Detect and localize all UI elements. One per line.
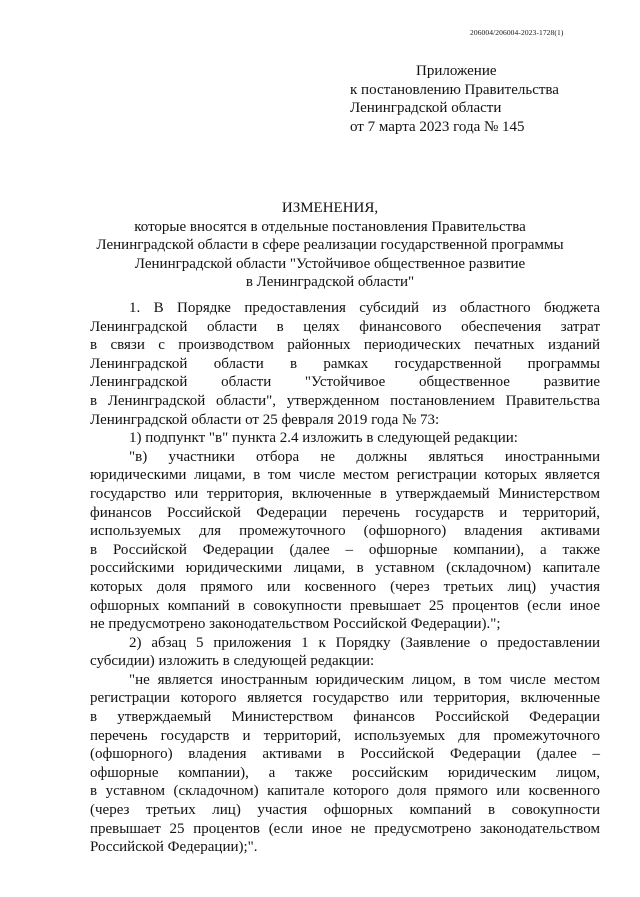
appendix-line: Ленинградской области (350, 100, 502, 116)
body-line: 1) подпункт "в" пункта 2.4 изложить в следующей редакции: (129, 430, 518, 447)
registration-number: 206004/206004-2023-1728(1) (470, 28, 564, 37)
body-line: финансов Российской Федерации перечень государств и территорий, (90, 504, 600, 521)
body-line: (через третьих лиц) участия офшорных компаний в совокупности (90, 802, 600, 819)
document-body (90, 299, 600, 857)
appendix-line: Приложение (416, 63, 497, 79)
body-line: государство или территория, включенные в утверждаемый Министерством (90, 485, 600, 502)
body-line: используемых для промежуточного (офшорного) владения активами (90, 523, 600, 540)
body-line: регистрации которого является государство или территория, включенные (90, 690, 600, 707)
body-line: в уставном (складочном) капитале которого доля прямого или косвенного (90, 783, 600, 800)
body-line: "в) участники отбора не должны являться иностранными (129, 448, 600, 465)
body-line: превышает 25 процентов (если иное не предусмотрено законодательством (90, 820, 600, 837)
body-line: в утверждаемый Министерством финансов Российской Федерации (90, 709, 600, 726)
body-line: в связи с производством районных периодических печатных изданий (90, 337, 600, 354)
title-line: которые вносятся в отдельные постановления Правительства (134, 218, 526, 235)
appendix-line: от 7 марта 2023 года № 145 (350, 118, 525, 135)
body-line: юридическими лицами, в том числе местом регистрации которых является (90, 467, 600, 484)
body-line: "не является иностранным юридическим лицом, в том числе местом (129, 671, 600, 688)
title-line: Ленинградской области "Устойчивое общественное развитие (134, 255, 526, 272)
body-line: 1. В Порядке предоставления субсидий из областного бюджета (129, 300, 600, 316)
body-line: которых доля прямого или косвенного (через третьих лиц) участия (90, 578, 600, 595)
body-line: Ленинградской области в целях финансового обеспечения затрат (90, 318, 600, 335)
body-line: Российской Федерации);". (90, 839, 258, 856)
body-line: перечень государств и территорий, используемых для промежуточного (90, 727, 600, 744)
body-line: офшорных компаний в совокупности превышает 25 процентов (если иное (90, 597, 600, 614)
body-line: российскими юридическими лицами, в уставном (складочном) капитале (90, 560, 600, 577)
body-line: 2) абзац 5 приложения 1 к Порядку (Заявление о предоставлении (129, 634, 600, 651)
body-line: офшорные компании), а также российским юридическим лицом, (90, 764, 600, 781)
body-line: субсидии) изложить в следующей редакции: (90, 653, 375, 670)
appendix-line: к постановлению Правительства (350, 81, 559, 98)
title-line: ИЗМЕНЕНИЯ, (281, 200, 379, 216)
body-line: Ленинградской области от 25 февраля 2019 года № 73: (90, 411, 440, 428)
title-line: Ленинградской области в сфере реализации государственной программы (96, 237, 564, 253)
body-line: в Ленинградской области", утвержденном постановлением Правительства (90, 392, 600, 409)
appendix-reference (350, 62, 559, 136)
document-title (40, 199, 620, 292)
body-line: не предусмотрено законодательством Российской Федерации)."; (90, 616, 501, 633)
body-line: в Российской Федерации (далее – офшорные компании), а также (90, 541, 600, 558)
body-line: Ленинградской области "Устойчивое общественное развитие (90, 374, 600, 391)
title-line: в Ленинградской области" (245, 274, 415, 290)
body-line: (офшорного) владения активами в Российской Федерации (далее – (90, 746, 600, 763)
body-line: Ленинградской области в рамках государственной программы (90, 355, 600, 372)
